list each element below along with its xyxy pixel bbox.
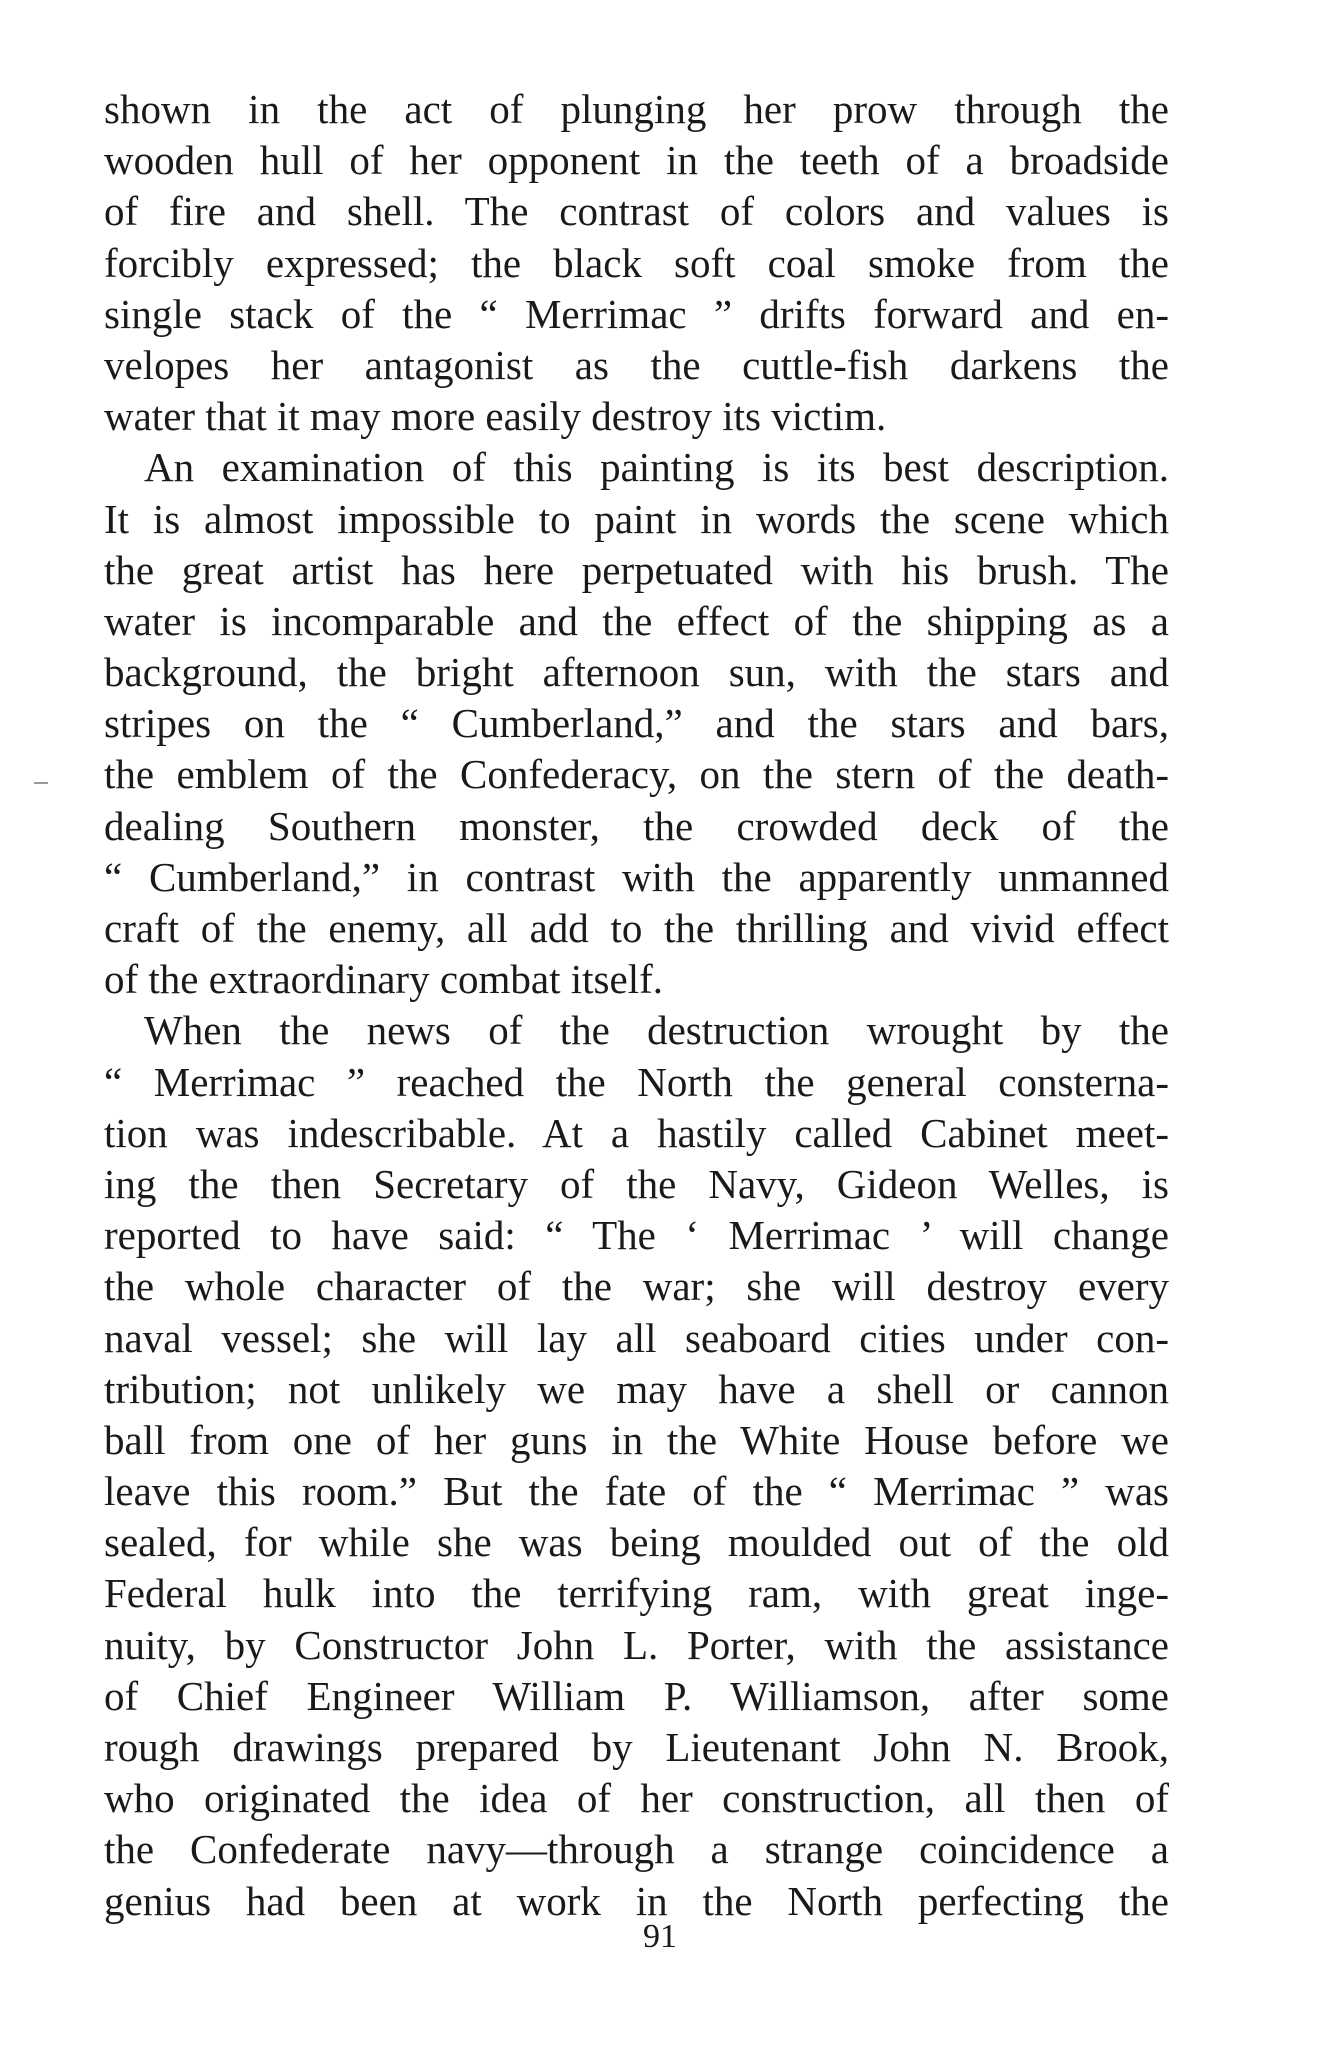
text-line: rough drawings prepared by Lieutenant John N. Brook, [104,1724,1169,1770]
text-line: An examination of this painting is its best description. [144,444,1169,491]
text-line: tribution; not unlikely we may have a shell or cannon [104,1365,1169,1412]
text-line: of the extraordinary combat itself. [104,956,663,1003]
text-line: When the news of the destruction wrought by the [144,1007,1169,1054]
text-line: craft of the enemy, all add to the thrilling and vivid effect [104,905,1169,951]
paragraph-2 [104,442,1169,1005]
text-line: background, the bright afternoon sun, with the stars and [104,649,1169,696]
text-line: Federal hulk into the terrifying ram, with great inge- [104,1570,1169,1617]
text-line: stripes on the “ Cumberland,” and the stars and bars, [104,700,1169,747]
text-line: “ Cumberland,” in contrast with the apparently unmanned [104,853,1169,900]
text-line: of fire and shell. The contrast of colors and values is [104,188,1169,235]
text-line: genius had been at work in the North perfecting the [104,1877,1169,1924]
text-line: leave this room.” But the fate of the “ Merrimac ” was [104,1468,1169,1515]
text-line: who originated the idea of her construction, all then of [104,1775,1169,1822]
text-line: ing the then Secretary of the Navy, Gideon Welles, is [104,1160,1169,1207]
paragraph-1 [104,84,1169,442]
text-line: single stack of the “ Merrimac ” drifts forward and en- [104,290,1169,337]
text-line: dealing Southern monster, the crowded deck of the [104,802,1169,849]
page-number: 91 [643,1918,677,1955]
text-line: ball from one of her guns in the White House before we [104,1416,1169,1463]
text-line: the emblem of the Confederacy, on the stern of the death- [104,751,1169,798]
text-line: tion was indescribable. At a hastily called Cabinet meet- [104,1109,1169,1156]
text-line: sealed, for while she was being moulded out of the old [104,1519,1169,1566]
text-line: “ Merrimac ” reached the North the general consterna- [104,1058,1169,1105]
text-line: naval vessel; she will lay all seaboard cities under con- [104,1314,1169,1361]
text-line: shown in the act of plunging her prow through the [104,86,1169,132]
margin-mark [34,782,48,784]
text-line: velopes her antagonist as the cuttle-fish darkens the [104,341,1169,388]
text-line: forcibly expressed; the black soft coal smoke from the [104,239,1169,286]
text-line: of Chief Engineer William P. Williamson, after some [104,1672,1169,1719]
text-line: water is incomparable and the effect of the shipping as a [104,597,1169,644]
body-text [104,84,1169,1927]
text-line: It is almost impossible to paint in words the scene which [104,495,1169,542]
text-line: nuity, by Constructor John L. Porter, with the assistance [104,1621,1169,1668]
text-line: the whole character of the war; she will destroy every [104,1263,1169,1310]
text-line: the great artist has here perpetuated with his brush. The [104,546,1169,593]
text-line: water that it may more easily destroy its victim. [104,393,887,440]
paragraph-3 [104,1005,1169,1926]
text-line: reported to have said: “ The ‘ Merrimac ’ will change [104,1212,1169,1259]
text-line: the Confederate navy—through a strange coincidence a [104,1826,1169,1873]
text-line: wooden hull of her opponent in the teeth of a broadside [104,137,1169,184]
